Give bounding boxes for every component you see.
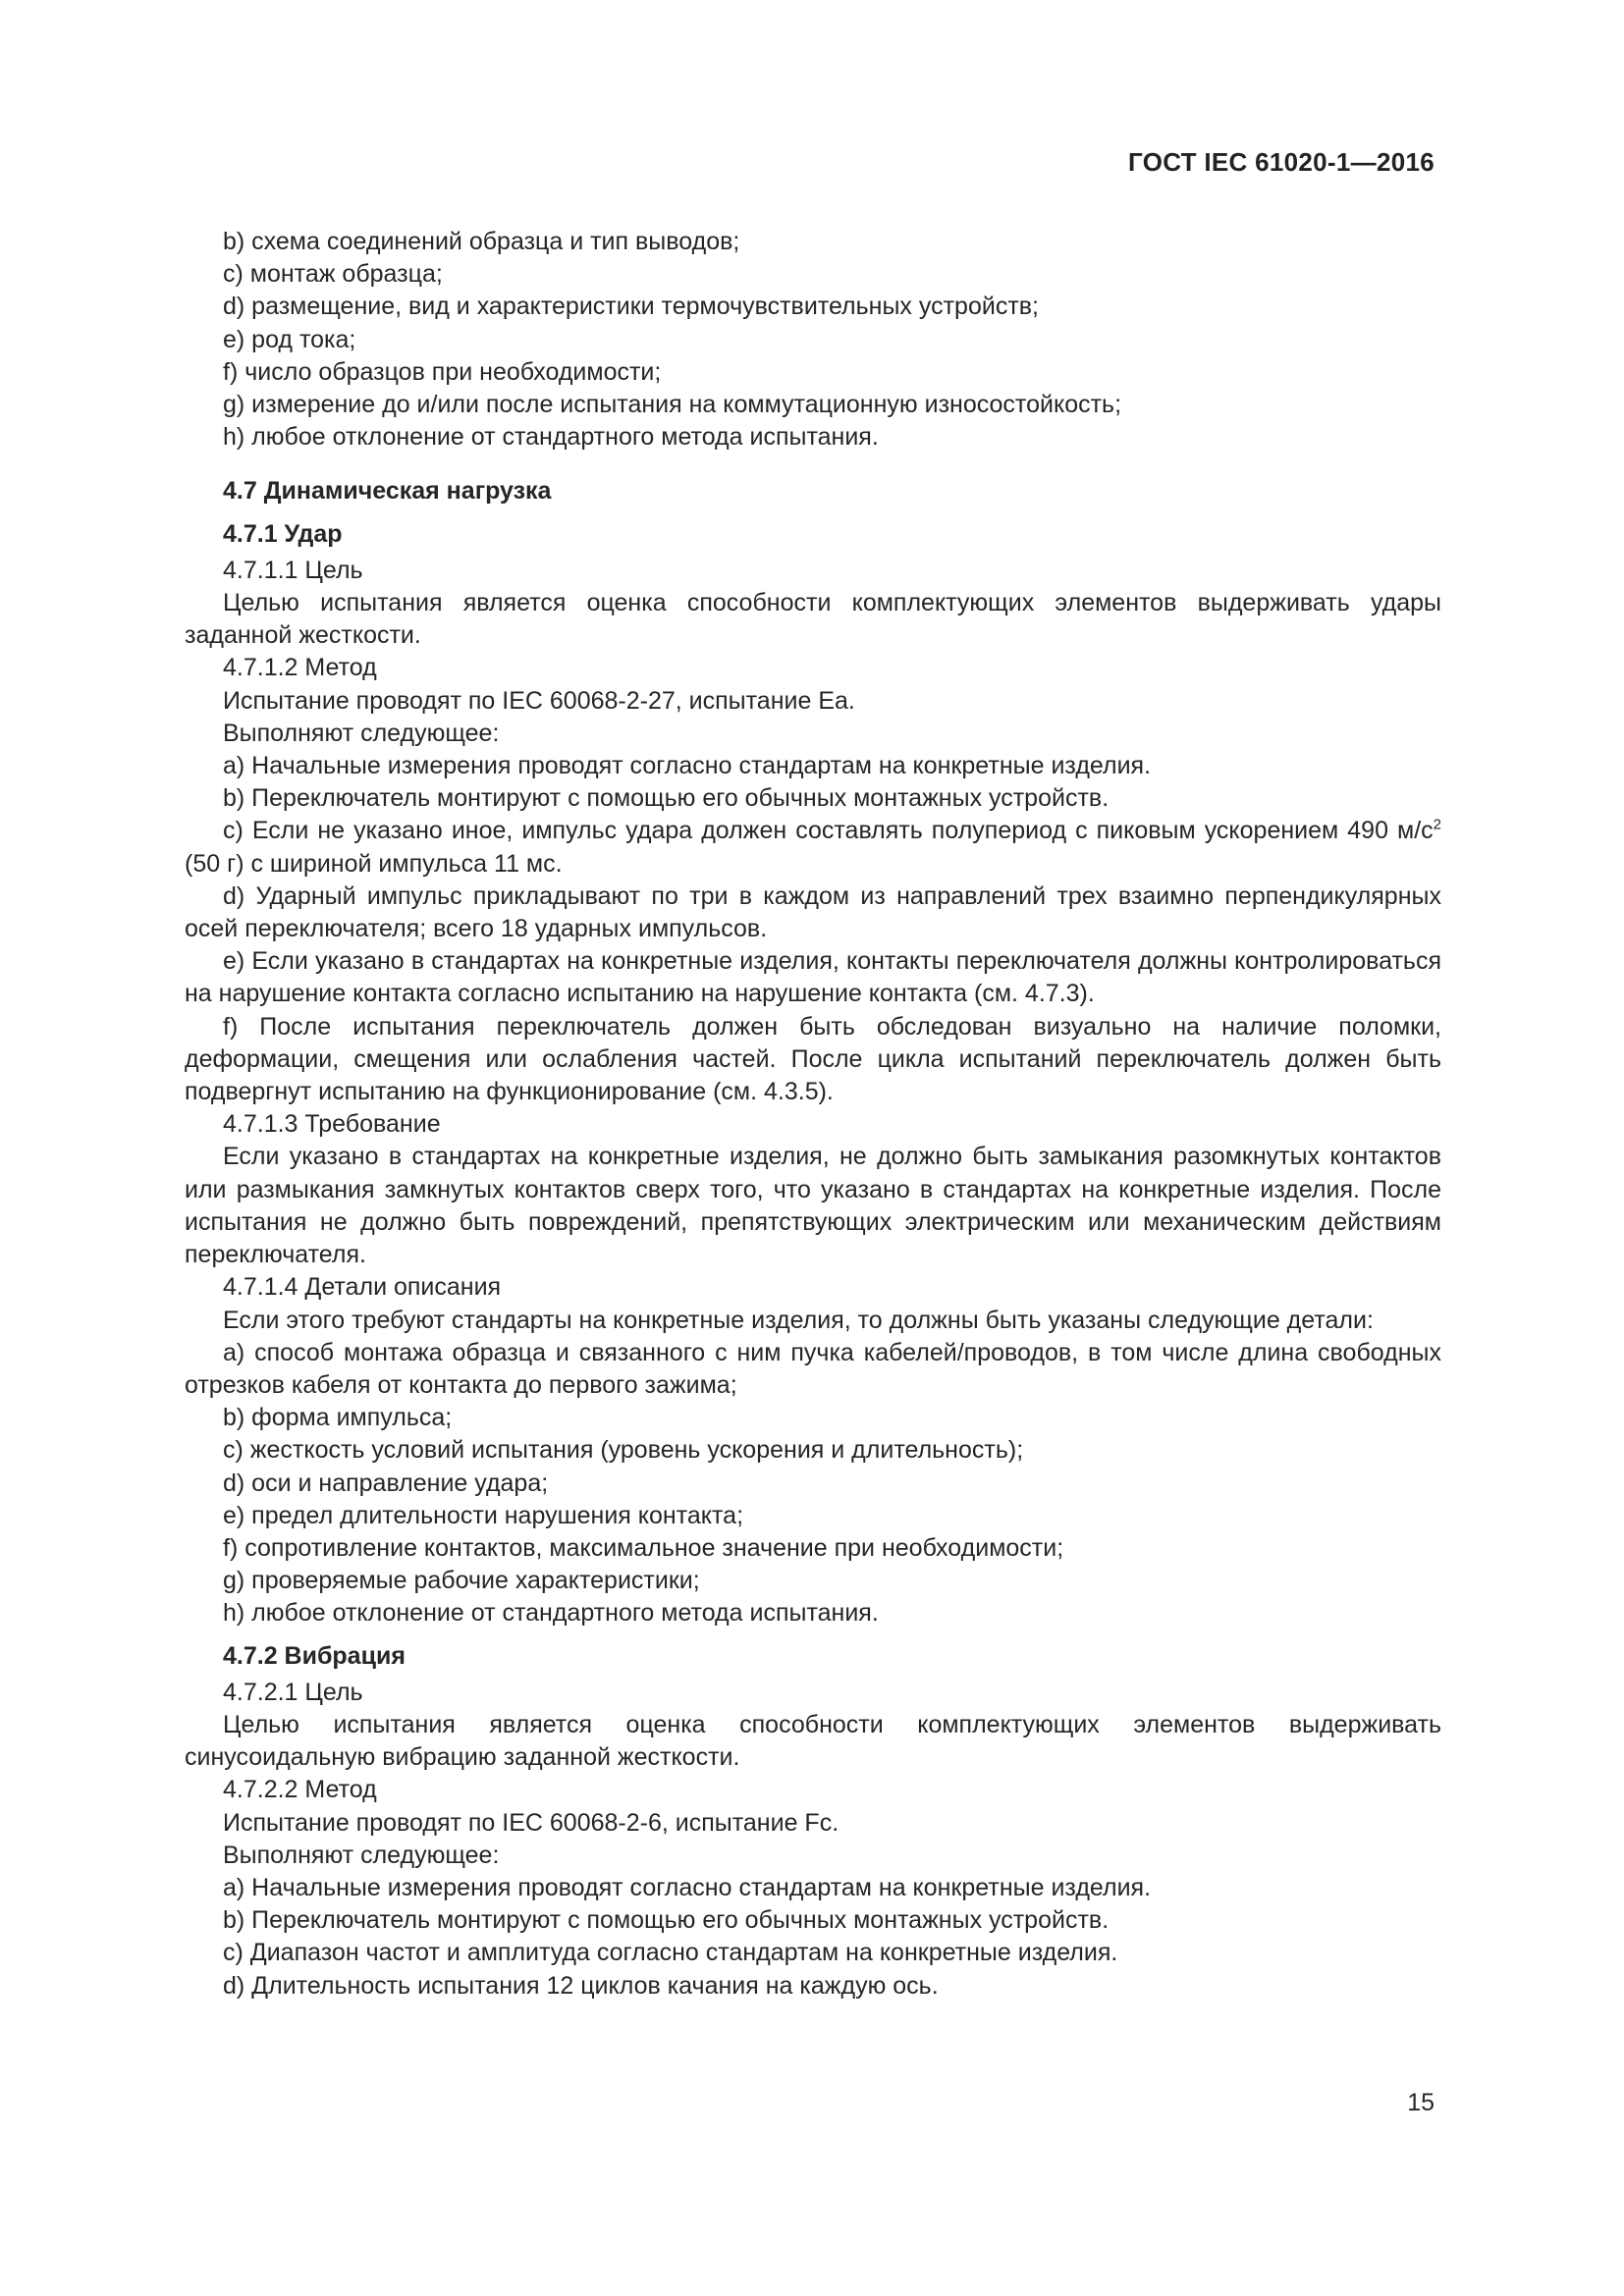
list-item: a) Начальные измерения проводят согласно стандартам на конкретные изделия. (223, 752, 1152, 780)
paragraph: Если указано в стандартах на конкретные изделия, не должно быть замыкания разомкнутых контактов или размыкания замкнутых контактов сверх того, что указано в стандартах на конкретные изделия. После испытания не должно быть повреждений, препятствующих электрическим или механическим действиям переключателя. (185, 1143, 1441, 1269)
section-heading-4-7-1: 4.7.1 Удар (223, 519, 343, 548)
page-number: 15 (1407, 2089, 1435, 2116)
list-top (185, 226, 1441, 454)
list-item: h) любое отклонение от стандартного метода испытания. (223, 1599, 879, 1628)
standard-designation: ГОСТ IEC 61020-1—2016 (1128, 147, 1435, 177)
paragraph: Выполняют следующее: (223, 1841, 500, 1869)
paragraph: Выполняют следующее: (223, 719, 500, 747)
list-item: a) Начальные измерения проводят согласно стандартам на конкретные изделия. (223, 1873, 1152, 1901)
list-item: e) Если указано в стандартах на конкретные изделия, контакты переключателя должны контролироваться на нарушение контакта согласно испытанию на нарушение контакта (см. 4.7.3). (185, 947, 1441, 1008)
clause-title-4-7-1-2: 4.7.1.2 Метод (223, 654, 377, 682)
list-item: d) размещение, вид и характеристики термочувствительных устройств; (223, 293, 1039, 321)
section-heading-4-7: 4.7 Динамическая нагрузка (223, 477, 552, 506)
list-item: d) Ударный импульс прикладывают по три в каждом из направлений трех взаимно перпендикулярных осей переключателя; всего 18 ударных импульсов. (185, 881, 1441, 943)
paragraph: Испытание проводят по IEC 60068-2-27, испытание Ea. (223, 686, 855, 715)
list-item: h) любое отклонение от стандартного метода испытания. (223, 423, 879, 452)
list-item: f) число образцов при необходимости; (223, 357, 662, 386)
paragraph: Если этого требуют стандарты на конкретные изделия, то должны быть указаны следующие детали: (223, 1306, 1374, 1334)
clause-title-4-7-2-2: 4.7.2.2 Метод (223, 1776, 377, 1804)
list-item: b) схема соединений образца и тип выводов; (223, 228, 740, 255)
page-body (185, 226, 1441, 2002)
list-item: b) Переключатель монтируют с помощью его обычных монтажных устройств. (223, 784, 1110, 813)
list-item: g) измерение до и/или после испытания на коммутационную износостойкость; (223, 391, 1122, 419)
list-item: c) Диапазон частот и амплитуда согласно стандартам на конкретные изделия. (223, 1939, 1118, 1967)
clause-title-4-7-1-3: 4.7.1.3 Требование (223, 1110, 441, 1139)
paragraph: Испытание проводят по IEC 60068-2-6, испытание Fc. (223, 1808, 839, 1837)
list-item: g) проверяемые рабочие характеристики; (223, 1567, 700, 1595)
list-item (185, 815, 1441, 880)
list-item: c) жесткость условий испытания (уровень ускорения и длительность); (223, 1436, 1024, 1465)
text-run: c) Если не указано иное, импульс удара должен составлять полупериод с пиковым ускорением 490 м/с (223, 817, 1434, 845)
paragraph: Целью испытания является оценка способности комплектующих элементов выдерживать удары заданной жесткости. (185, 589, 1441, 650)
list-item: f) сопротивление контактов, максимальное значение при необходимости; (223, 1533, 1064, 1562)
clause-title-4-7-1-1: 4.7.1.1 Цель (223, 556, 363, 584)
superscript: 2 (1433, 817, 1441, 834)
list-item: f) После испытания переключатель должен быть обследован визуально на наличие поломки, деформации, смещения или ослабления частей. После цикла испытаний переключатель должен быть подвергнут испытанию на функционирование (см. 4.3.5). (185, 1012, 1441, 1106)
list-item: a) способ монтажа образца и связанного с ним пучка кабелей/проводов, в том числе длина свободных отрезков кабеля от контакта до первого зажима; (185, 1338, 1441, 1399)
clause-title-4-7-2-1: 4.7.2.1 Цель (223, 1678, 363, 1706)
list-item: d) оси и направление удара; (223, 1468, 549, 1497)
list-item: d) Длительность испытания 12 циклов качания на каждую ось. (223, 1971, 939, 2000)
section-heading-4-7-2: 4.7.2 Вибрация (223, 1641, 406, 1670)
clause-title-4-7-1-4: 4.7.1.4 Детали описания (223, 1273, 502, 1302)
list-item: c) монтаж образца; (223, 260, 443, 289)
list-item: e) предел длительности нарушения контакта; (223, 1501, 744, 1529)
paragraph: Целью испытания является оценка способности комплектующих элементов выдерживать синусоидальную вибрацию заданной жесткости. (185, 1710, 1441, 1772)
list-item: b) Переключатель монтируют с помощью его обычных монтажных устройств. (223, 1906, 1110, 1935)
text-run: (50 г) с шириной импульса 11 мс. (185, 849, 563, 878)
list-item: b) форма импульса; (223, 1404, 453, 1432)
list-item: e) род тока; (223, 325, 356, 353)
